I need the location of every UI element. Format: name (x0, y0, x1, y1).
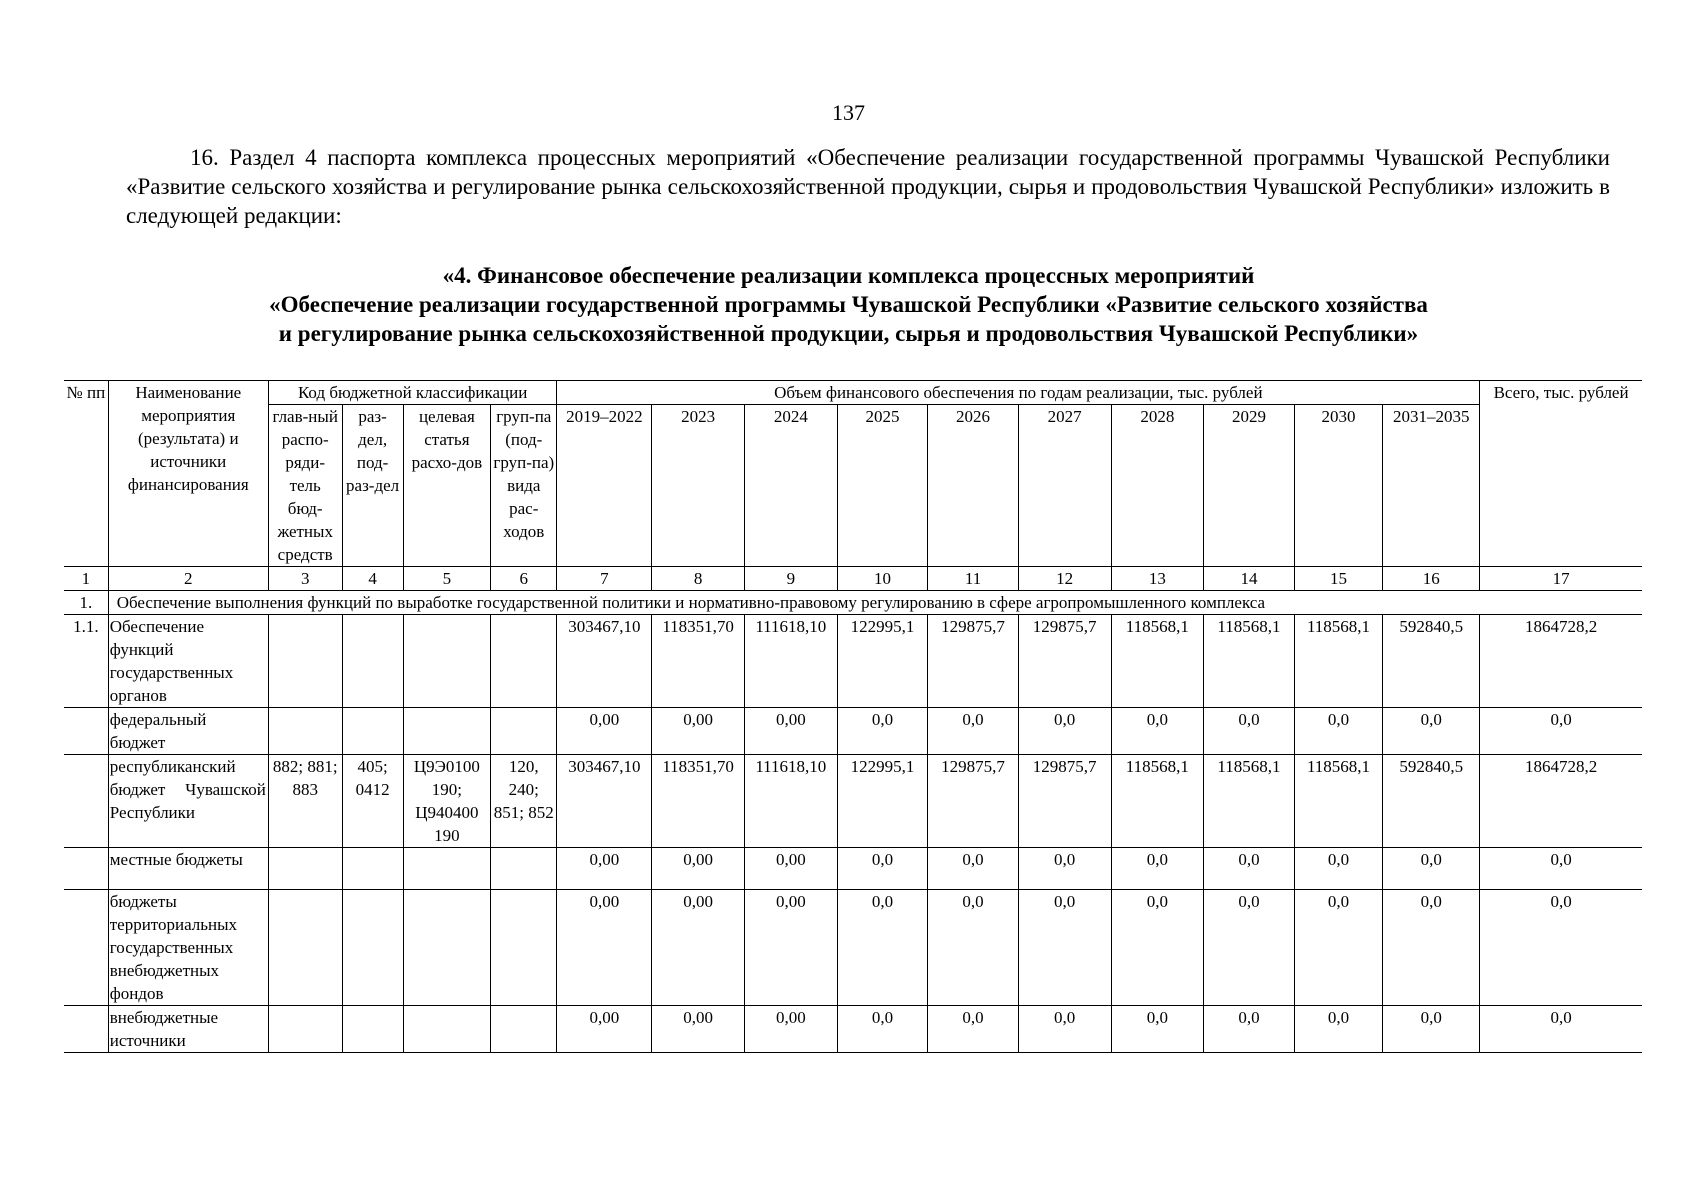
column-number: 11 (928, 567, 1019, 591)
year-value: 0,0 (1204, 890, 1295, 1006)
year-value: 129875,7 (928, 755, 1019, 848)
year-value: 0,00 (557, 848, 652, 890)
year-value: 0,0 (1018, 848, 1111, 890)
column-number: 1 (64, 567, 108, 591)
header-year: 2027 (1018, 405, 1111, 567)
year-value: 0,0 (1383, 890, 1480, 1006)
main-manager-code (268, 848, 342, 890)
year-value: 0,0 (837, 708, 928, 755)
year-value: 118568,1 (1111, 755, 1204, 848)
header-year: 2028 (1111, 405, 1204, 567)
year-value: 0,00 (557, 890, 652, 1006)
year-value: 0,0 (1018, 708, 1111, 755)
year-value: 118568,1 (1204, 615, 1295, 708)
year-value: 129875,7 (1018, 615, 1111, 708)
year-value: 0,00 (557, 708, 652, 755)
year-value: 0,0 (1294, 1006, 1382, 1053)
expense-group-code: 120, 240; 851; 852 (491, 755, 557, 848)
year-value: 0,00 (652, 708, 745, 755)
year-value: 118568,1 (1204, 755, 1295, 848)
year-value: 0,0 (928, 848, 1019, 890)
row-name: федеральный бюджет (108, 708, 268, 755)
table-row (64, 890, 1642, 1006)
header-year: 2023 (652, 405, 745, 567)
header-num: № пп (64, 381, 108, 567)
column-number: 7 (557, 567, 652, 591)
year-value: 0,0 (1111, 848, 1204, 890)
year-value: 122995,1 (837, 615, 928, 708)
column-number: 16 (1383, 567, 1480, 591)
year-value: 0,0 (928, 708, 1019, 755)
header-volume: Объем финансового обеспечения по годам реализации, тыс. рублей (557, 381, 1480, 405)
year-value: 0,0 (1383, 708, 1480, 755)
year-value: 111618,10 (744, 755, 837, 848)
year-value: 303467,10 (557, 615, 652, 708)
header-year: 2025 (837, 405, 928, 567)
section-code: 405; 0412 (342, 755, 403, 848)
row-total: 1864728,2 (1480, 755, 1642, 848)
header-year: 2026 (928, 405, 1019, 567)
expense-group-code (491, 848, 557, 890)
year-value: 0,0 (1383, 848, 1480, 890)
column-number: 9 (744, 567, 837, 591)
row-total: 0,0 (1480, 708, 1642, 755)
year-value: 0,0 (1204, 1006, 1295, 1053)
column-number: 12 (1018, 567, 1111, 591)
heading-line-2: «Обеспечение реализации государственной программы Чувашской Республики «Развитие сельского хозяйства (269, 292, 1428, 317)
header-name: Наименование мероприятия (результата) и источники финансирования (108, 381, 268, 567)
section-code (342, 890, 403, 1006)
section-number: 1. (64, 591, 108, 615)
header-year: 2024 (744, 405, 837, 567)
header-year: 2029 (1204, 405, 1295, 567)
year-value: 0,00 (744, 708, 837, 755)
year-value: 0,0 (928, 1006, 1019, 1053)
header-budget-code: Код бюджетной классификации (268, 381, 557, 405)
column-number: 10 (837, 567, 928, 591)
expense-group-code (491, 615, 557, 708)
main-manager-code (268, 615, 342, 708)
column-number: 3 (268, 567, 342, 591)
year-value: 118351,70 (652, 615, 745, 708)
year-value: 118568,1 (1294, 615, 1382, 708)
header-year: 2019–2022 (557, 405, 652, 567)
year-value: 0,00 (652, 848, 745, 890)
row-number (64, 708, 108, 755)
row-number (64, 755, 108, 848)
year-value: 118568,1 (1111, 615, 1204, 708)
header-year: 2030 (1294, 405, 1382, 567)
row-total: 1864728,2 (1480, 615, 1642, 708)
header-section: раз-дел, под-раз-дел (342, 405, 403, 567)
table-row (64, 1006, 1642, 1053)
year-value: 0,0 (1018, 1006, 1111, 1053)
main-manager-code (268, 890, 342, 1006)
row-number (64, 890, 108, 1006)
section-code (342, 848, 403, 890)
column-number: 2 (108, 567, 268, 591)
header-main-manager: глав-ный распо-ряди-тель бюд-жетных средств (268, 405, 342, 567)
section-title: Обеспечение выполнения функций по выработке государственной политики и нормативно-правовому регулированию в сфере агропромышленного комплекса (108, 591, 1642, 615)
section-heading (100, 261, 1597, 348)
column-number: 6 (491, 567, 557, 591)
year-value: 0,0 (1111, 708, 1204, 755)
target-article-code: Ц9Э0100 190; Ц940400 190 (403, 755, 490, 848)
intro-paragraph: 16. Раздел 4 паспорта комплекса процессных мероприятий «Обеспечение реализации государственной программы Чувашской Республики «Развитие сельского хозяйства и регулирование рынка сельскохозяйственной продукции, сырья и продовольствия Чувашской Республики» изложить в следующей редакции: (126, 145, 1610, 228)
row-total: 0,0 (1480, 848, 1642, 890)
header-total: Всего, тыс. рублей (1480, 381, 1642, 567)
year-value: 0,0 (928, 890, 1019, 1006)
data-rows (64, 615, 1642, 1053)
year-value: 0,00 (744, 1006, 837, 1053)
year-value: 0,00 (744, 890, 837, 1006)
page-number: 137 (832, 100, 865, 125)
column-numbers-row (64, 567, 1642, 591)
column-number: 8 (652, 567, 745, 591)
column-number: 15 (1294, 567, 1382, 591)
expense-group-code (491, 1006, 557, 1053)
row-total: 0,0 (1480, 890, 1642, 1006)
row-number (64, 1006, 108, 1053)
year-value: 0,0 (1204, 848, 1295, 890)
year-value: 0,0 (1204, 708, 1295, 755)
column-number: 13 (1111, 567, 1204, 591)
header-row-2 (64, 405, 1642, 567)
section-code (342, 1006, 403, 1053)
row-number (64, 848, 108, 890)
year-value: 122995,1 (837, 755, 928, 848)
row-total: 0,0 (1480, 1006, 1642, 1053)
year-value: 303467,10 (557, 755, 652, 848)
row-name: Обеспечение функций государственных органов (108, 615, 268, 708)
year-value: 0,0 (837, 1006, 928, 1053)
year-value: 118351,70 (652, 755, 745, 848)
year-value: 592840,5 (1383, 615, 1480, 708)
row-name: бюджеты территориальных государственных внебюджетных фондов (108, 890, 268, 1006)
table-row (64, 848, 1642, 890)
year-value: 0,0 (1294, 890, 1382, 1006)
year-value: 129875,7 (1018, 755, 1111, 848)
year-value: 0,00 (557, 1006, 652, 1053)
table-row (64, 755, 1642, 848)
row-name: республиканский бюджет Чувашской Республики (108, 755, 268, 848)
column-number: 4 (342, 567, 403, 591)
year-value: 0,0 (1294, 848, 1382, 890)
target-article-code (403, 848, 490, 890)
main-manager-code (268, 1006, 342, 1053)
year-value: 0,00 (652, 1006, 745, 1053)
table-row (64, 708, 1642, 755)
column-number: 17 (1480, 567, 1642, 591)
row-number: 1.1. (64, 615, 108, 708)
heading-line-1: «4. Финансовое обеспечение реализации комплекса процессных мероприятий (442, 263, 1255, 288)
header-target-article: целевая статья расхо-дов (403, 405, 490, 567)
row-name: внебюджетные источники (108, 1006, 268, 1053)
main-manager-code: 882; 881; 883 (268, 755, 342, 848)
expense-group-code (491, 708, 557, 755)
expense-group-code (491, 890, 557, 1006)
year-value: 0,0 (1018, 890, 1111, 1006)
section-code (342, 615, 403, 708)
table-row (64, 615, 1642, 708)
year-value: 118568,1 (1294, 755, 1382, 848)
target-article-code (403, 708, 490, 755)
column-number: 5 (403, 567, 490, 591)
section-row (64, 591, 1642, 615)
target-article-code (403, 890, 490, 1006)
year-value: 0,0 (1111, 890, 1204, 1006)
year-value: 129875,7 (928, 615, 1019, 708)
year-value: 0,00 (652, 890, 745, 1006)
year-value: 0,0 (837, 890, 928, 1006)
year-value: 111618,10 (744, 615, 837, 708)
financing-table (64, 380, 1642, 1053)
target-article-code (403, 615, 490, 708)
year-value: 0,0 (1383, 1006, 1480, 1053)
header-expense-group: груп-па (под-груп-па) вида рас-ходов (491, 405, 557, 567)
heading-line-3: и регулирование рынка сельскохозяйственной продукции, сырья и продовольствия Чувашской Республики» (278, 321, 1419, 346)
year-value: 0,00 (744, 848, 837, 890)
target-article-code (403, 1006, 490, 1053)
header-year: 2031–2035 (1383, 405, 1480, 567)
year-value: 0,0 (837, 848, 928, 890)
column-number: 14 (1204, 567, 1295, 591)
year-value: 592840,5 (1383, 755, 1480, 848)
year-value: 0,0 (1111, 1006, 1204, 1053)
header-row-1 (64, 381, 1642, 405)
row-name: местные бюджеты (108, 848, 268, 890)
main-manager-code (268, 708, 342, 755)
section-code (342, 708, 403, 755)
year-value: 0,0 (1294, 708, 1382, 755)
